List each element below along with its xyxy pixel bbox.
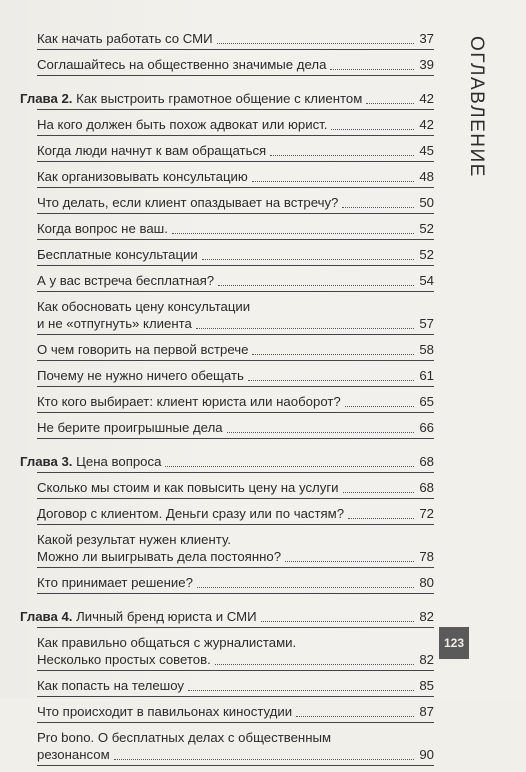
- toc-item-row: [20, 729, 434, 763]
- page-ref: 82: [419, 609, 434, 624]
- entry-divider: [37, 696, 434, 697]
- leader-dots: [202, 259, 414, 260]
- page-ref: 66: [419, 420, 434, 435]
- leader-dots: [217, 43, 414, 44]
- page-ref: 65: [419, 394, 434, 409]
- entry-divider: [37, 498, 434, 499]
- leader-dots: [252, 181, 414, 182]
- chapter-title: [20, 608, 257, 625]
- toc-item-row: [20, 393, 434, 410]
- chapter-divider: [37, 627, 434, 628]
- page-ref: 50: [419, 195, 434, 210]
- entry-divider: [37, 161, 434, 162]
- chapter-label: Глава 2.: [20, 91, 73, 106]
- entry-title-line1: Как правильно общаться с журналистами.: [37, 635, 297, 650]
- page-ref: 68: [419, 454, 434, 469]
- leader-dots: [345, 406, 414, 407]
- leader-dots: [285, 561, 414, 562]
- toc-item-row: [20, 194, 434, 211]
- entry-divider: [37, 593, 434, 594]
- page-number-badge: 123: [439, 627, 469, 659]
- toc-item-row: [20, 56, 434, 73]
- toc-item-row: [20, 142, 434, 159]
- page-ref: 58: [419, 342, 434, 357]
- entry-divider: [37, 360, 434, 361]
- entry-title-line2-wrap: [37, 746, 434, 763]
- leader-dots: [342, 207, 414, 208]
- entry-divider: [37, 567, 434, 568]
- toc-item-row: [20, 574, 434, 591]
- toc-item-row: [20, 367, 434, 384]
- page-ref: 52: [419, 221, 434, 236]
- entry-title: А у вас встреча бесплатная?: [37, 273, 215, 288]
- leader-dots: [252, 354, 414, 355]
- entry-divider: [37, 265, 434, 266]
- leader-dots: [218, 285, 414, 286]
- entry-title: Бесплатные консультации: [37, 247, 198, 262]
- leader-dots: [296, 716, 414, 717]
- toc-item-row: [20, 419, 434, 436]
- toc-item-row: [20, 298, 434, 332]
- leader-dots: [248, 380, 414, 381]
- entry-divider: [37, 524, 434, 525]
- entry-divider: [37, 291, 434, 292]
- page-ref: 90: [419, 747, 434, 762]
- entry-title: Соглашайтесь на общественно значимые дела: [37, 57, 327, 72]
- toc-chapter-row: [20, 453, 434, 470]
- leader-dots: [196, 328, 414, 329]
- table-of-contents: [20, 30, 434, 772]
- entry-title: Почему не нужно ничего обещать: [37, 368, 244, 383]
- chapter-title: [20, 90, 362, 107]
- page-ref: 39: [419, 57, 434, 72]
- entry-divider: [37, 670, 434, 671]
- leader-dots: [188, 690, 414, 691]
- chapter-title: [20, 453, 161, 470]
- entry-title: Договор с клиентом. Деньги сразу или по частям?: [37, 506, 345, 521]
- chapter-name: Как выстроить грамотное общение с клиентом: [76, 91, 363, 106]
- leader-dots: [114, 759, 414, 760]
- entry-title: Как организовывать консультацию: [37, 169, 248, 184]
- entry-divider: [37, 49, 434, 50]
- page-ref: 54: [419, 273, 434, 288]
- page-ref: 45: [419, 143, 434, 158]
- entry-title: Что происходит в павильонах киностудии: [37, 704, 293, 719]
- entry-title-line2: Несколько простых советов.: [37, 652, 211, 667]
- side-title: ОГЛАВЛЕНИЕ: [466, 36, 487, 178]
- entry-title: На кого должен быть похож адвокат или юрист.: [37, 117, 328, 132]
- toc-chapter-row: [20, 608, 434, 625]
- entry-divider: [37, 334, 434, 335]
- leader-dots: [331, 129, 414, 130]
- page-ref: 85: [419, 678, 434, 693]
- entry-divider: [37, 722, 434, 723]
- entry-divider: [37, 438, 434, 439]
- leader-dots: [215, 664, 414, 665]
- page-ref: 52: [419, 247, 434, 262]
- toc-item-row: [20, 479, 434, 496]
- leader-dots: [343, 492, 414, 493]
- toc-chapter-row: [20, 90, 434, 107]
- chapter-label: Глава 4.: [20, 609, 73, 624]
- entry-divider: [37, 765, 434, 766]
- entry-divider: [37, 135, 434, 136]
- toc-item-row: [20, 272, 434, 289]
- entry-title-line1: Pro bono. О бесплатных делах с общественным: [37, 730, 332, 745]
- leader-dots: [227, 432, 414, 433]
- entry-title: Кто принимает решение?: [37, 575, 193, 590]
- chapter-divider: [37, 472, 434, 473]
- leader-dots: [172, 233, 414, 234]
- entry-title-line1: Какой результат нужен клиенту.: [37, 532, 231, 547]
- leader-dots: [348, 518, 414, 519]
- entry-title-line2-wrap: [37, 651, 434, 668]
- entry-title: Кто кого выбирает: клиент юриста или наоборот?: [37, 394, 341, 409]
- page-ref: 80: [419, 575, 434, 590]
- toc-item-row: [20, 168, 434, 185]
- entry-title: Что делать, если клиент опаздывает на встречу?: [37, 195, 339, 210]
- entry-title: Не берите проигрышные дела: [37, 420, 223, 435]
- entry-divider: [37, 75, 434, 76]
- entry-title-line2: Можно ли выигрывать дела постоянно?: [37, 549, 282, 564]
- toc-item-row: [20, 116, 434, 133]
- page-ref: 61: [419, 368, 434, 383]
- entry-title-line2: и не «отпугнуть» клиента: [37, 316, 192, 331]
- leader-dots: [366, 103, 414, 104]
- entry-divider: [37, 412, 434, 413]
- chapter-label: Глава 3.: [20, 454, 73, 469]
- entry-title: Когда вопрос не ваш.: [37, 221, 168, 236]
- page-ref: 87: [419, 704, 434, 719]
- toc-item-row: [20, 505, 434, 522]
- toc-item-row: [20, 634, 434, 668]
- leader-dots: [165, 466, 414, 467]
- page-ref: 48: [419, 169, 434, 184]
- page-ref: 37: [419, 31, 434, 46]
- entry-divider: [37, 239, 434, 240]
- page-ref: 57: [419, 316, 434, 331]
- entry-title-line2-wrap: [37, 315, 434, 332]
- entry-title: Сколько мы стоим и как повысить цену на услуги: [37, 480, 339, 495]
- entry-divider: [37, 386, 434, 387]
- leader-dots: [261, 621, 414, 622]
- chapter-divider: [37, 109, 434, 110]
- entry-title-line2-wrap: [37, 548, 434, 565]
- toc-item-row: [20, 703, 434, 720]
- entry-title: Когда люди начнут к вам обращаться: [37, 143, 267, 158]
- leader-dots: [330, 69, 414, 70]
- page-ref: 82: [419, 652, 434, 667]
- page-ref: 42: [419, 117, 434, 132]
- page-ref: 42: [419, 91, 434, 106]
- toc-item-row: [20, 220, 434, 237]
- chapter-name: Цена вопроса: [76, 454, 162, 469]
- page-ref: 78: [419, 549, 434, 564]
- toc-item-row: [20, 677, 434, 694]
- entry-divider: [37, 213, 434, 214]
- toc-item-row: [20, 531, 434, 565]
- entry-title-line2: резонансом: [37, 747, 110, 762]
- entry-title: Как начать работать со СМИ: [37, 31, 213, 46]
- chapter-name: Личный бренд юриста и СМИ: [76, 609, 257, 624]
- entry-title: О чем говорить на первой встрече: [37, 342, 249, 357]
- entry-title-line1: Как обосновать цену консультации: [37, 299, 251, 314]
- leader-dots: [197, 587, 414, 588]
- toc-item-row: [20, 341, 434, 358]
- toc-item-row: [20, 246, 434, 263]
- entry-divider: [37, 187, 434, 188]
- toc-item-row: [20, 30, 434, 47]
- page-ref: 72: [419, 506, 434, 521]
- page-ref: 68: [419, 480, 434, 495]
- entry-title: Как попасть на телешоу: [37, 678, 185, 693]
- leader-dots: [270, 155, 414, 156]
